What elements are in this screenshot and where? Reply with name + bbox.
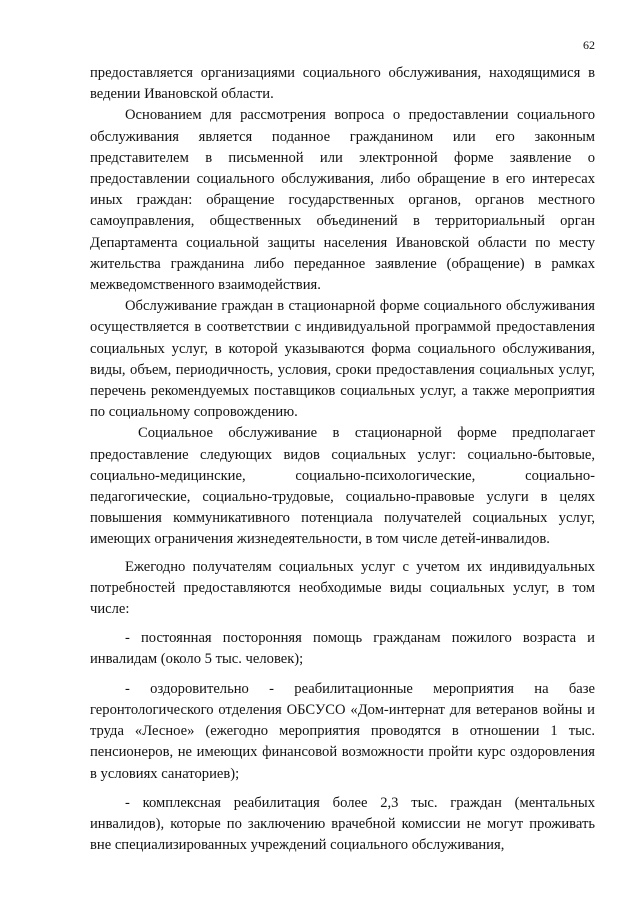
paragraph-stationary-service: Обслуживание граждан в стационарной форме социального обслуживания осуществляется в соответствии с индивидуальной программой предоставления социальных услуг, в которой указываются форма социального обслуживания, виды, объем, периодичность, условия, сроки предоставления социальных услуг, перечень рекомендуемых поставщиков социальных услуг, а также мероприятия по социальному сопровождению.: [90, 298, 595, 421]
document-body: [90, 63, 595, 856]
paragraph-application-basis: Основанием для рассмотрения вопроса о предоставлении социального обслуживания является поданное гражданином или его законным представителем в письменной или электронной форме заявление о предоставлении социального обслуживания, либо обращение в его интересах иных граждан: обращение государственных органов, органов местного самоуправления, общественных объединений в территориальный орган Департамента социальной защиты населения Ивановской области по месту жительства гражданина либо переданное заявление (обращение) в рамках межведомственного взаимодействия.: [90, 107, 595, 294]
paragraph-annual-services: Ежегодно получателям социальных услуг с учетом их индивидуальных потребностей предоставляются необходимые виды социальных услуг, в том числе:: [90, 558, 595, 618]
list-item-complex-rehabilitation: - комплексная реабилитация более 2,3 тыс. граждан (ментальных инвалидов), которые по заключению врачебной комиссии не могут проживать вне специализированных учреждений социального обслуживания,: [90, 794, 595, 854]
list-item-rehabilitation: - оздоровительно - реабилитационные мероприятия на базе геронтологического отделения ОБСУСО «Дом-интернат для ветеранов войны и труда «Лесное» (ежегодно мероприятия проводятся в отношении 1 тыс. пенсионеров, не имеющих финансовой возможности пройти курс оздоровления в условиях санаториев);: [90, 680, 595, 782]
list-item-constant-help: - постоянная посторонняя помощь гражданам пожилого возраста и инвалидам (около 5 тыс. человек);: [90, 630, 595, 668]
paragraph-continuation: предоставляется организациями социального обслуживания, находящимися в ведении Ивановской области.: [90, 65, 595, 103]
paragraph-service-types: Социальное обслуживание в стационарной форме предполагает предоставление следующих видов социальных услуг: социально-бытовые, социально-медицинские, социально-психологические, социально-педагогические, социально-трудовые, социально-правовые услуги в целях повышения коммуникативного потенциала получателей социальных услуг, имеющих ограничения жизнедеятельности, в том числе детей-инвалидов.: [90, 425, 595, 548]
page-number: 62: [583, 38, 595, 52]
